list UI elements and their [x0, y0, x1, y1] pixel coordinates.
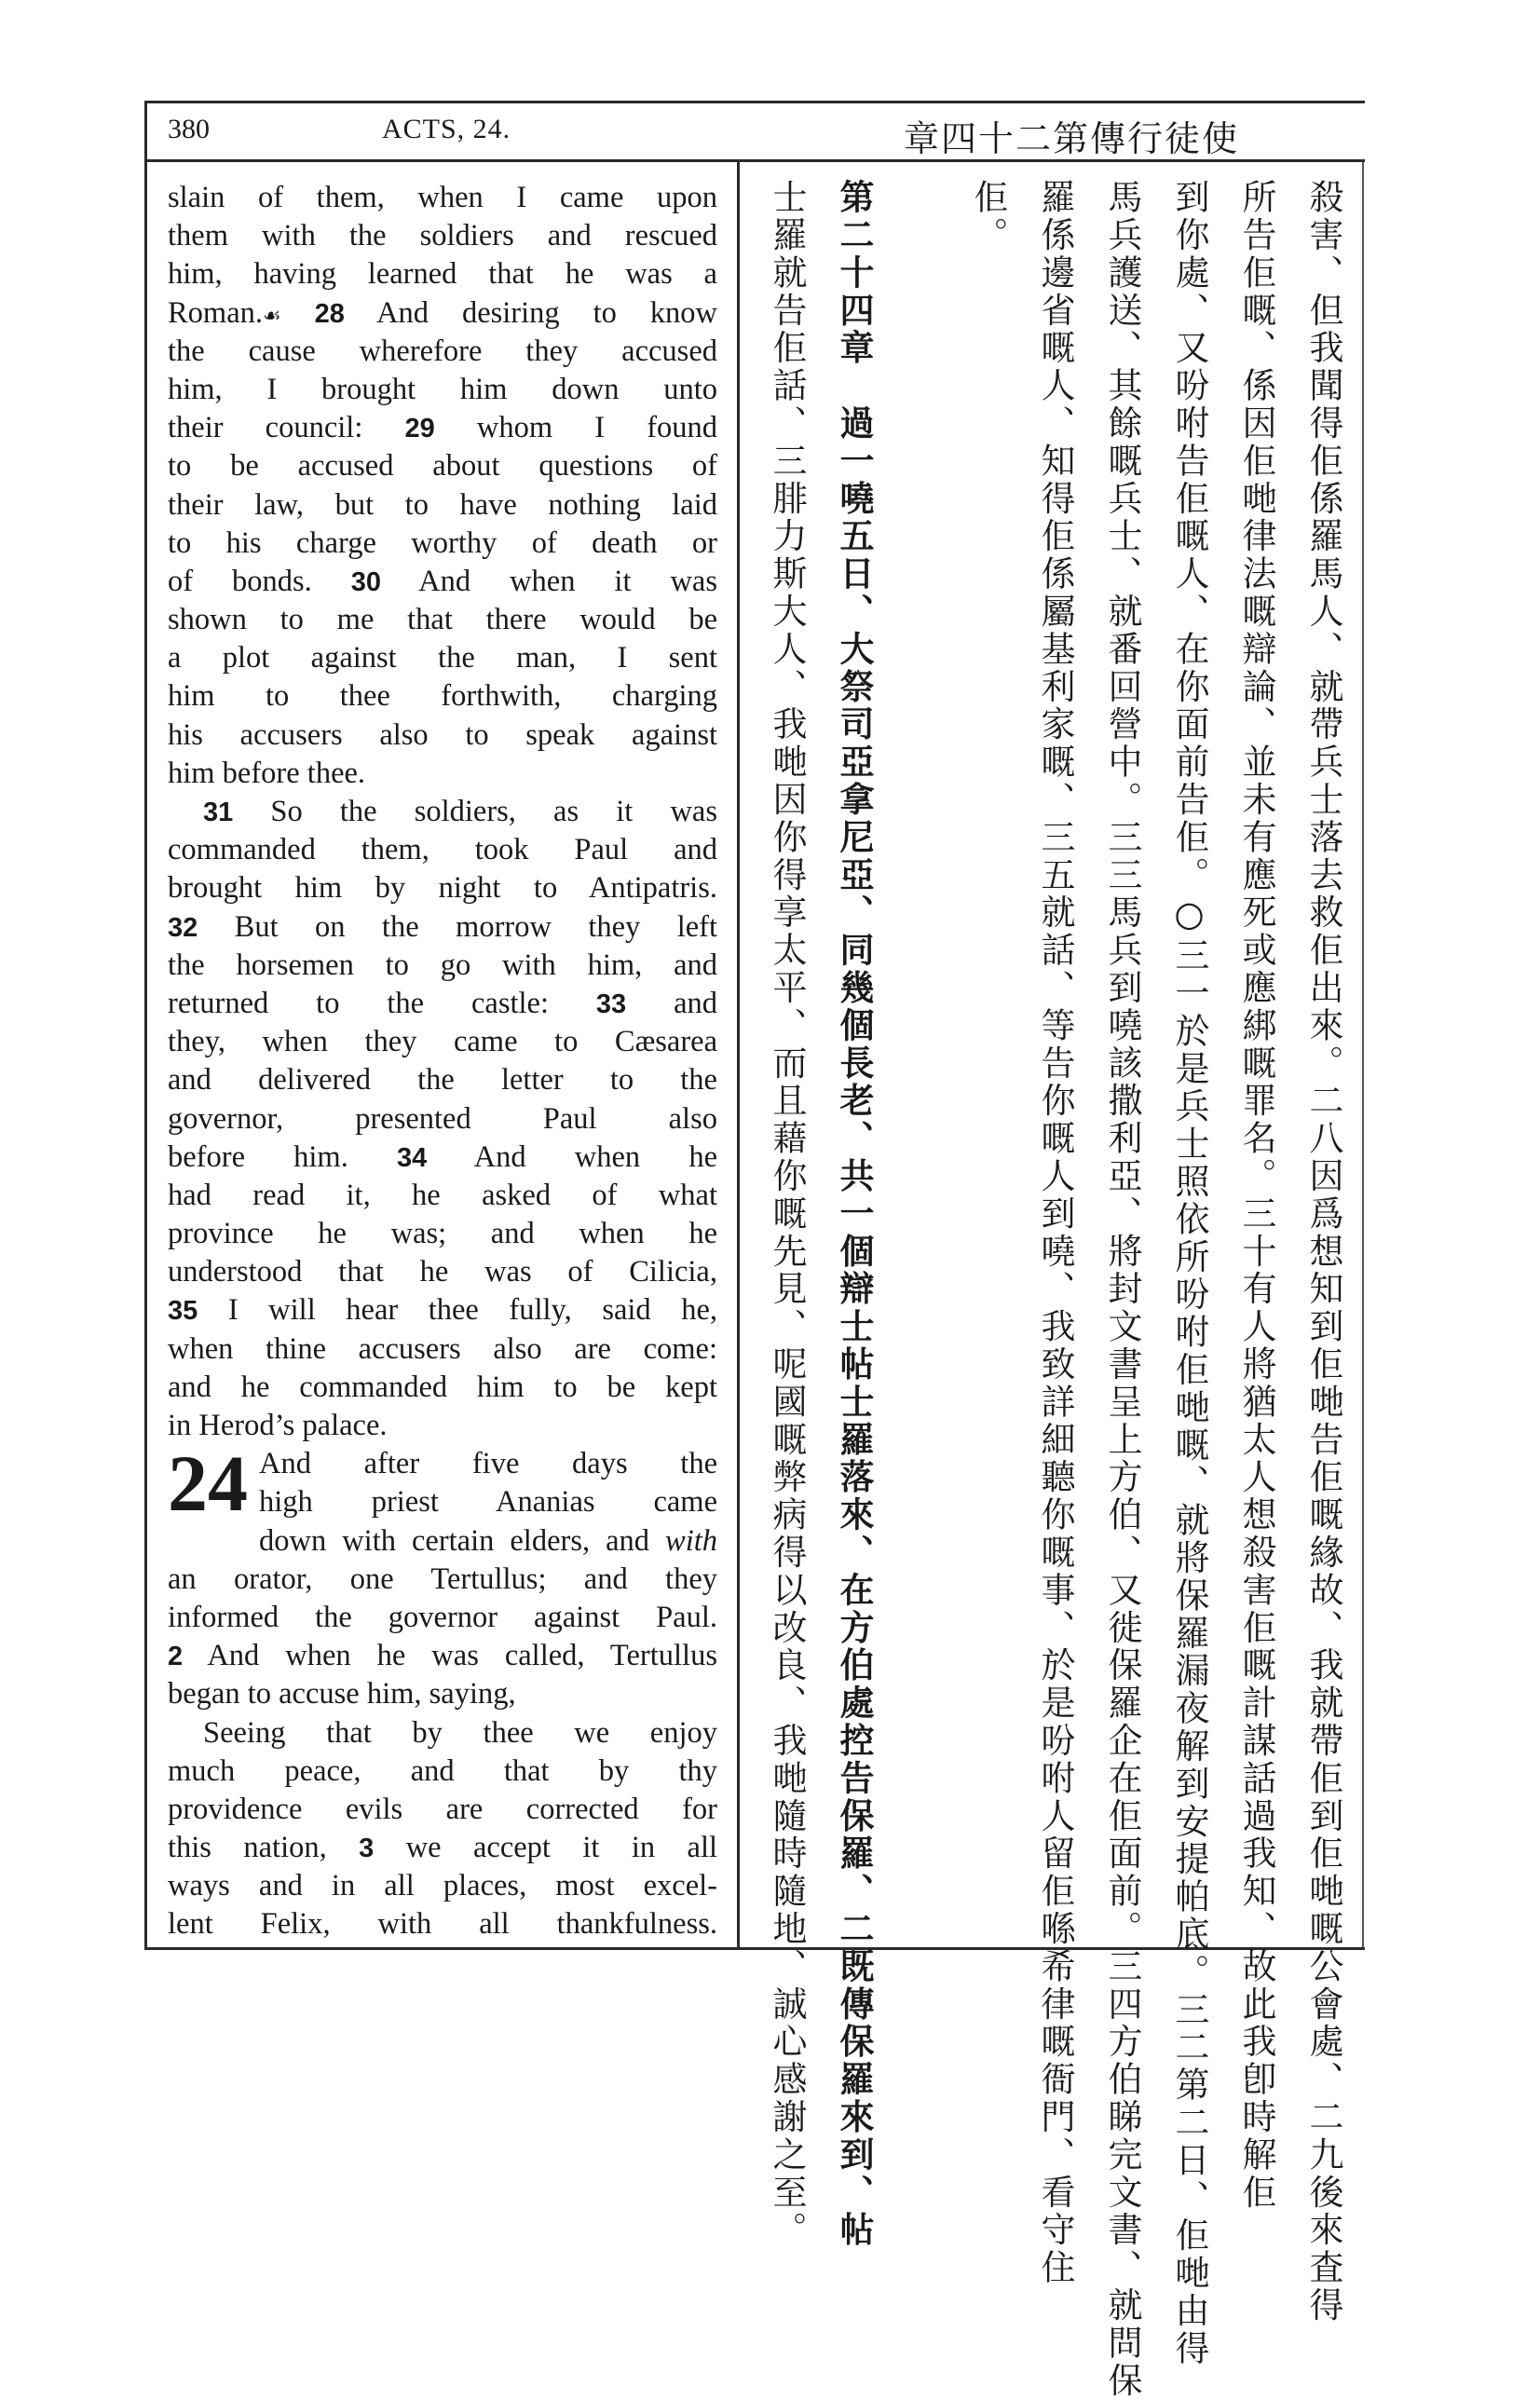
chinese-column: 到你處、又吩咐告佢嘅人、在你面前告佢。○三一於是兵士照依所吩咐佢哋嘅、就將保羅漏夜解到安提帕底。三二第二日、佢哋由得: [1169, 179, 1209, 2368]
text-line: brought him by night to Antipatris.: [168, 871, 717, 906]
text-line: began to accuse him, saying,: [168, 1677, 516, 1711]
text-line: governor, presented Paul also: [168, 1101, 717, 1136]
chinese-column: 羅係邊省嘅人、知得佢係屬基利家嘅、三五就話、等告你嘅人到嘵、我致詳細聽你嘅事、於是吩咐人留佢喺希律嘅衙門、看守住: [1035, 179, 1075, 2287]
text-line: [168, 1522, 717, 1561]
text-line: understood that he was of Cilicia,: [168, 1255, 717, 1289]
text-line: their law, but to have nothing laid: [168, 487, 717, 522]
page-frame: [144, 101, 1365, 2400]
verse-number: 31: [203, 798, 234, 827]
line-fragment: before him.: [168, 1139, 348, 1174]
text-line: his accusers also to speak against: [168, 717, 717, 752]
line-fragment: whom I found: [476, 411, 718, 445]
chinese-column-chapter-heading: 第二十四章 過一嘵五日、大祭司亞拿尼亞、同幾個長老、共一個辯士帖士羅落來、在方伯處控告保羅、二既傳保羅來到、帖: [834, 179, 874, 2249]
text-line: slain of them, when I came upon: [168, 181, 717, 214]
text-line: the cause wherefore they accused: [168, 334, 717, 368]
text-line: [168, 908, 717, 947]
text-line: Seeing that by thee we enjoy: [203, 1715, 717, 1750]
text-line: [168, 985, 717, 1023]
text-line: [168, 1829, 717, 1867]
line-fragment: returned to the castle:: [168, 986, 549, 1020]
chinese-text-column: [755, 179, 1351, 2400]
line-fragment: we accept it in all: [405, 1831, 718, 1865]
chinese-column: 士羅就告佢話、三腓力斯大人、我哋因你得享太平、而且藉你嘅先見、呢國嘅弊病得以改良、我哋隨時隨地、誠心感謝之至。: [767, 179, 807, 2249]
verse-number: 33: [595, 989, 627, 1019]
text-line: providence evils are corrected for: [168, 1792, 717, 1826]
chinese-running-head: 章四十二第傳行徒使: [904, 118, 1240, 159]
text-line: ways and in all places, most excel-: [168, 1869, 717, 1903]
text-line: lent Felix, with all thankfulness.: [168, 1907, 717, 1942]
chinese-column: 殺害、但我聞得佢係羅馬人、就帶兵士落去救佢出來。二八因爲想知到佢哋告佢嘅緣故、我就帶佢到佢哋嘅公會處、二九後來査得: [1303, 179, 1343, 2325]
line-fragment: of bonds.: [168, 564, 312, 598]
text-line: they, when they came to Cæsarea: [168, 1025, 717, 1059]
line-fragment: And when it was: [418, 564, 717, 598]
chinese-column: 佢。: [968, 179, 1008, 254]
right-border: [1362, 162, 1364, 1947]
line-fragment: I will hear thee fully, said he,: [227, 1293, 718, 1328]
text-line: a plot against the man, I sent: [168, 641, 717, 675]
paragraph-mark-icon: ☙: [263, 303, 281, 327]
text-line: when thine accusers also are come:: [168, 1331, 717, 1366]
text-line: to his charge worthy of death or: [168, 525, 717, 560]
text-line: [168, 563, 717, 601]
line-fragment: their council:: [168, 411, 363, 445]
line-fragment: But on the morrow they left: [234, 909, 717, 944]
text-line: [168, 1139, 717, 1177]
line-fragment: So the soldiers, as it was: [270, 795, 718, 828]
text-line: an orator, one Tertullus; and they: [168, 1561, 717, 1596]
text-line: [168, 294, 717, 333]
verse-number: 2: [168, 1642, 184, 1672]
chinese-column: 所告佢嘅、係因佢哋律法嘅辯論、並未有應死或應綁嘅罪名。三十有人將猶太人想殺害佢嘅計謀話過我知、故此我卽時解佢: [1236, 179, 1276, 2212]
text-line: him, having learned that he was a: [168, 257, 717, 292]
verse-number: 32: [168, 912, 198, 943]
chapter-opening: [168, 1439, 717, 1529]
page-number: 380: [168, 114, 210, 144]
verse-number: 28: [314, 298, 345, 329]
text-line: [168, 409, 717, 447]
line-fragment: And when he: [473, 1139, 717, 1174]
line-fragment: and: [674, 986, 717, 1020]
line-fragment: this nation,: [168, 1831, 327, 1865]
line-fragment: Roman.: [168, 295, 264, 330]
top-rule: [144, 101, 1365, 103]
chinese-column: 馬兵護送、其餘嘅兵士、就番回營中。三三馬兵到嘵該撒利亞、將封文書呈上方伯、又徙保羅企在佢面前。三四方伯睇完文書、就問保: [1102, 179, 1142, 2400]
text-line: them with the soldiers and rescued: [168, 219, 717, 253]
text-line: in Herod’s palace.: [168, 1409, 388, 1442]
text-line: And after five days the: [259, 1447, 717, 1481]
text-line: him, I brought him down unto: [168, 372, 717, 406]
text-line: [168, 793, 717, 831]
text-line: had read it, he asked of what: [168, 1178, 717, 1212]
text-line: and delivered the letter to the: [168, 1063, 717, 1098]
text-line: informed the governor against Paul.: [168, 1600, 717, 1634]
column-divider: [737, 162, 740, 1947]
left-border: [144, 101, 147, 1950]
verse-number: 29: [404, 414, 435, 444]
text-line: [168, 1291, 717, 1330]
text-line: the horsemen to go with him, and: [168, 948, 717, 982]
line-fragment: And desiring to know: [376, 295, 717, 330]
verse-number: 3: [359, 1834, 375, 1864]
text-line: much peace, and that by thy: [168, 1753, 717, 1788]
text-line: shown to me that there would be: [168, 603, 717, 637]
line-fragment: down with certain elders, and: [259, 1523, 650, 1558]
italic-word: with: [665, 1523, 718, 1558]
text-line: high priest Ananias came: [259, 1485, 717, 1520]
text-line: him to thee forthwith, charging: [168, 679, 717, 714]
text-line: province he was; and when he: [168, 1217, 717, 1251]
verse-number: 34: [397, 1142, 428, 1173]
text-line: and he commanded him to be kept: [168, 1370, 717, 1404]
line-fragment: And when he was called, Tertullus: [207, 1639, 717, 1673]
text-line: to be accused about questions of: [168, 449, 717, 484]
verse-number: 35: [168, 1296, 198, 1327]
chapter-number: 24: [168, 1439, 248, 1529]
verse-number: 30: [350, 566, 382, 597]
text-line: commanded them, took Paul and: [168, 833, 717, 867]
text-line: [168, 1637, 717, 1675]
running-head: ACTS, 24.: [382, 114, 511, 144]
english-text-column: [168, 179, 717, 1944]
text-line: him before thee.: [168, 756, 366, 790]
